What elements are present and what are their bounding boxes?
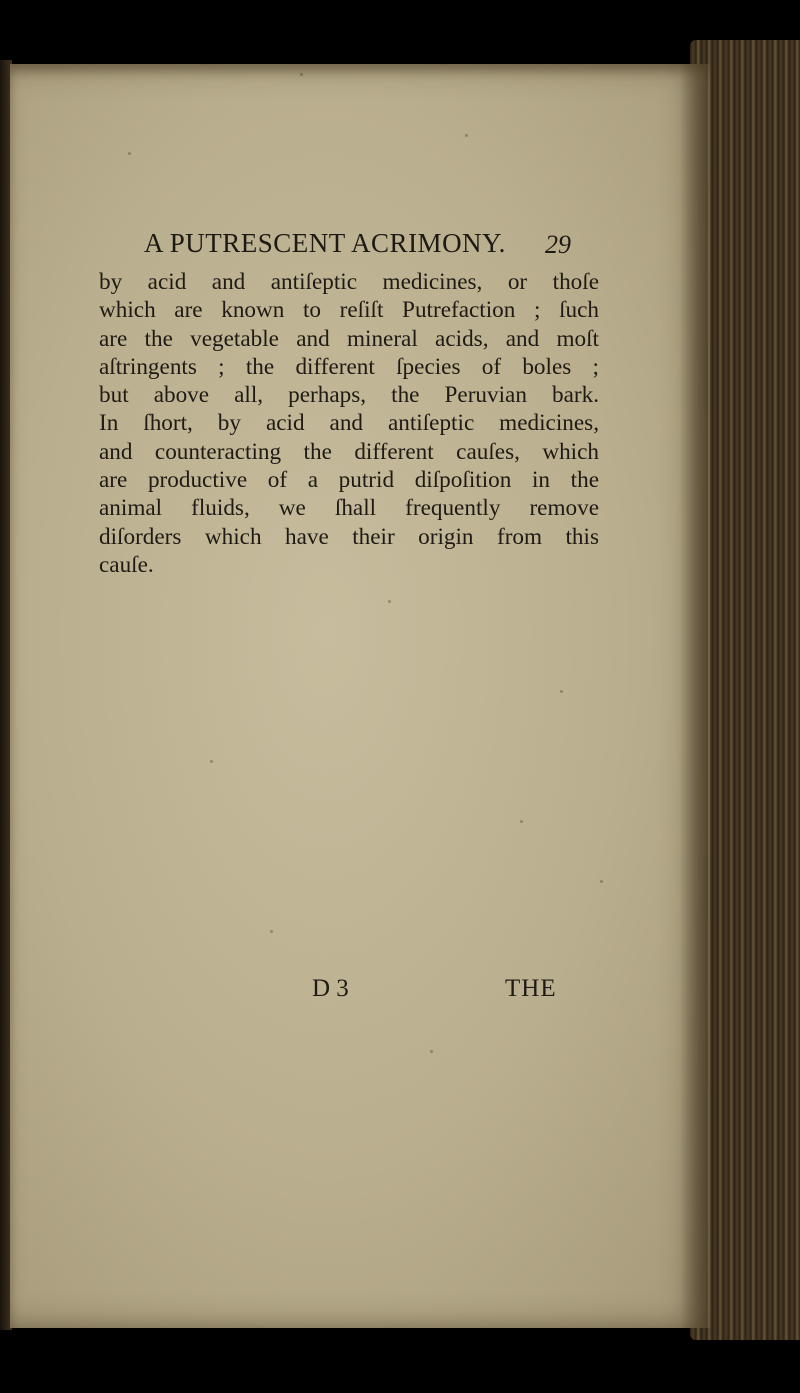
text-line: and counteracting the different cauſes, which — [99, 438, 599, 465]
foxing-speck — [210, 760, 213, 763]
foxing-speck — [430, 1050, 433, 1053]
foxing-speck — [465, 134, 468, 137]
text-line: diſorders which have their origin from this — [99, 523, 599, 550]
text-line: In ſhort, by acid and antiſeptic medicines, — [99, 410, 599, 437]
running-head: A PUTRESCENT ACRIMONY. — [144, 228, 506, 258]
signature-mark: D 3 — [312, 975, 349, 1002]
foxing-speck — [560, 690, 563, 693]
foxing-speck — [300, 73, 303, 76]
foxing-speck — [388, 600, 391, 603]
text-line: cauſe. — [99, 551, 154, 578]
foxing-speck — [600, 880, 603, 883]
text-line: which are known to reſiſt Putrefaction ; ſuch — [99, 297, 599, 324]
page-number: 29 — [545, 230, 571, 259]
text-line: are productive of a putrid diſpoſition in the — [99, 467, 599, 494]
catchword: THE — [505, 975, 557, 1002]
text-line: are the vegetable and mineral acids, and moſt — [99, 325, 599, 352]
foxing-speck — [270, 930, 273, 933]
body-text — [99, 268, 599, 579]
foxing-speck — [128, 152, 131, 155]
text-line: animal fluids, we ſhall frequently remove — [99, 495, 599, 522]
foxing-speck — [520, 820, 523, 823]
text-line: by acid and antiſeptic medicines, or thoſe — [99, 269, 599, 295]
page-gutter-shadow — [680, 64, 708, 1328]
text-line: aſtringents ; the different ſpecies of boles ; — [99, 353, 599, 380]
text-line: but above all, perhaps, the Peruvian bark. — [99, 382, 599, 409]
